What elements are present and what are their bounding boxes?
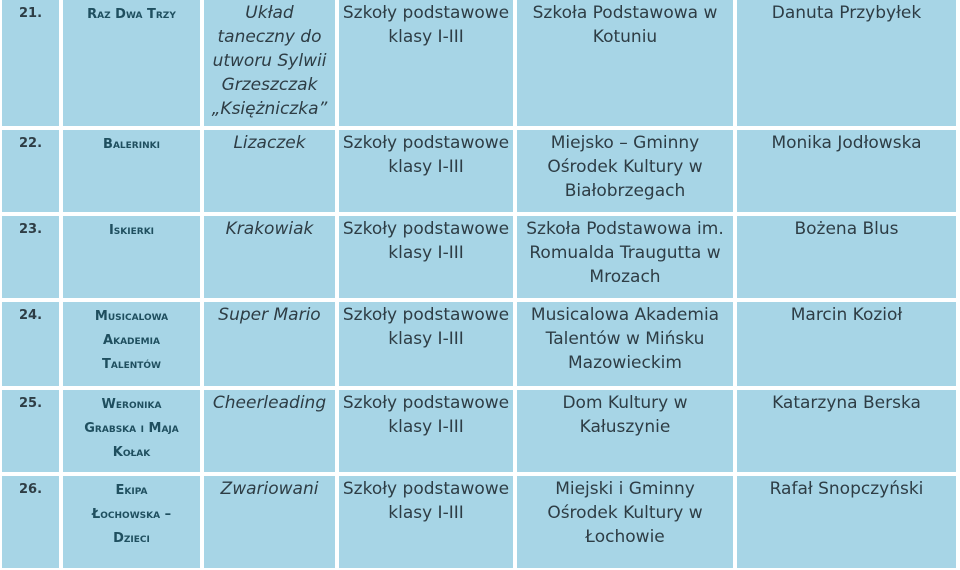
performance-title: Grzeszczak	[221, 75, 318, 95]
ensemble-name: Musicalowa	[94, 309, 169, 324]
ensemble-name: Akademia	[103, 333, 160, 348]
institution: Szkoła Podstawowa im.	[526, 219, 724, 239]
institution-cell	[517, 216, 733, 298]
table-row	[0, 476, 960, 568]
institution-cell	[517, 0, 733, 126]
row-number-cell	[2, 216, 59, 298]
institution: Ośrodek Kultury w	[547, 157, 703, 177]
tutor-name-cell	[737, 0, 956, 126]
table-row	[0, 0, 960, 126]
age-category: klasy I-III	[388, 503, 464, 523]
tutor-name-cell	[737, 216, 956, 298]
ensemble-name-cell	[63, 216, 200, 298]
row-number: 22.	[18, 136, 43, 151]
institution-cell	[517, 476, 733, 568]
performance-title: utworu Sylwii	[212, 51, 327, 71]
performance-title: „Księżniczka”	[211, 99, 328, 119]
ensemble-name-cell	[63, 0, 200, 126]
institution: Kałuszynie	[579, 417, 671, 437]
age-category-cell	[339, 476, 513, 568]
performance-title: Zwariowani	[220, 479, 319, 499]
age-category-cell	[339, 216, 513, 298]
tutor-name: Marcin Kozioł	[790, 305, 903, 325]
performance-title-cell	[204, 130, 335, 212]
ensemble-name: Raz Dwa Trzy	[87, 7, 176, 22]
row-number-cell	[2, 302, 59, 386]
age-category: klasy I-III	[388, 243, 464, 263]
age-category: klasy I-III	[388, 157, 464, 177]
ensemble-name: Weronika	[101, 397, 162, 412]
institution: Talentów w Mińsku	[545, 329, 705, 349]
age-category: Szkoły podstawowe	[342, 219, 510, 239]
performance-title: Lizaczek	[233, 133, 306, 153]
row-number-cell	[2, 130, 59, 212]
tutor-name: Monika Jodłowska	[771, 133, 922, 153]
age-category: Szkoły podstawowe	[342, 305, 510, 325]
institution-cell	[517, 130, 733, 212]
age-category: Szkoły podstawowe	[342, 3, 510, 23]
ensemble-name: Ekipa	[115, 483, 148, 498]
institution: Musicalowa Akademia	[530, 305, 720, 325]
ensemble-name-cell	[63, 302, 200, 386]
age-category: klasy I-III	[388, 27, 464, 47]
age-category-cell	[339, 0, 513, 126]
ensemble-name-cell	[63, 130, 200, 212]
performance-title-cell	[204, 302, 335, 386]
tutor-name-cell	[737, 302, 956, 386]
performance-title: Krakowiak	[225, 219, 314, 239]
row-number: 24.	[18, 308, 43, 323]
institution: Kotuniu	[592, 27, 658, 47]
age-category-cell	[339, 302, 513, 386]
table-row	[0, 302, 960, 386]
tutor-name: Katarzyna Berska	[772, 393, 921, 413]
performance-title: Układ	[245, 3, 294, 23]
ensemble-name-cell	[63, 476, 200, 568]
institution-cell	[517, 302, 733, 386]
performance-title-cell	[204, 216, 335, 298]
institution: Łochowie	[585, 527, 665, 547]
row-number: 26.	[18, 482, 43, 497]
age-category: klasy I-III	[388, 417, 464, 437]
table-row	[0, 130, 960, 212]
age-category: Szkoły podstawowe	[342, 133, 510, 153]
ensemble-name: Grabska i Maja	[84, 421, 179, 436]
institution: Miejsko – Gminny	[550, 133, 700, 153]
row-number-cell	[2, 390, 59, 472]
institution: Romualda Traugutta w	[529, 243, 721, 263]
age-category: Szkoły podstawowe	[342, 393, 510, 413]
institution: Szkoła Podstawowa w	[532, 3, 718, 23]
row-number: 23.	[18, 222, 43, 237]
age-category-cell	[339, 130, 513, 212]
ensemble-name: Kołak	[112, 445, 151, 460]
institution: Miejski i Gminny	[555, 479, 695, 499]
tutor-name-cell	[737, 130, 956, 212]
row-number-cell	[2, 0, 59, 126]
table-row	[0, 390, 960, 472]
row-number-cell	[2, 476, 59, 568]
institution: Białobrzegach	[564, 181, 686, 201]
ensemble-name: Iskierki	[108, 223, 155, 238]
ensemble-name: Dzieci	[113, 531, 150, 546]
performance-title: Cheerleading	[212, 393, 327, 413]
tutor-name: Rafał Snopczyński	[769, 479, 924, 499]
table-row	[0, 216, 960, 298]
performance-title: taneczny do	[217, 27, 322, 47]
performance-title-cell	[204, 476, 335, 568]
performance-title: Super Mario	[218, 305, 321, 325]
ensemble-name-cell	[63, 390, 200, 472]
institution: Mrozach	[589, 267, 661, 287]
tutor-name-cell	[737, 390, 956, 472]
row-number: 25.	[18, 396, 43, 411]
row-number: 21.	[18, 6, 43, 21]
ensemble-name: Talentów	[102, 357, 161, 372]
performance-title-cell	[204, 390, 335, 472]
ensemble-name: Balerinki	[103, 137, 160, 152]
tutor-name: Bożena Blus	[794, 219, 899, 239]
age-category: Szkoły podstawowe	[342, 479, 510, 499]
ensemble-name: Łochowska –	[91, 507, 172, 522]
institution: Dom Kultury w	[562, 393, 688, 413]
performance-title-cell	[204, 0, 335, 126]
tutor-name-cell	[737, 476, 956, 568]
age-category-cell	[339, 390, 513, 472]
age-category: klasy I-III	[388, 329, 464, 349]
institution-cell	[517, 390, 733, 472]
institution: Mazowieckim	[568, 353, 682, 373]
institution: Ośrodek Kultury w	[547, 503, 703, 523]
tutor-name: Danuta Przybyłek	[771, 3, 922, 23]
